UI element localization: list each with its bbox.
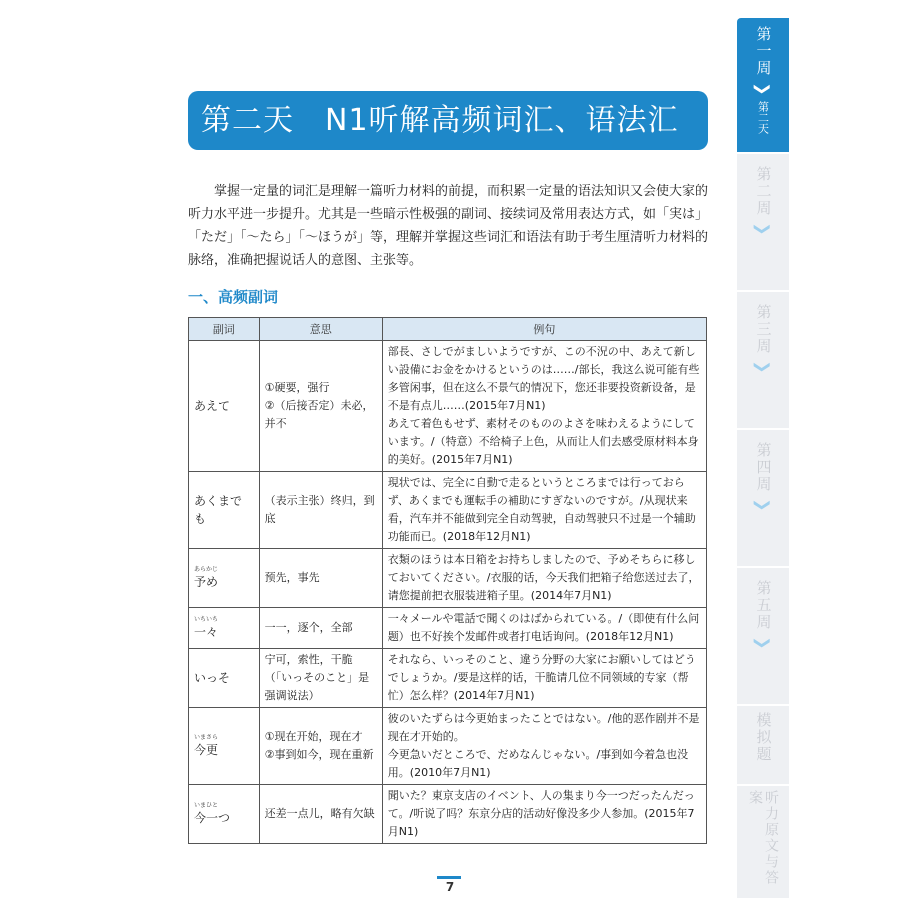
table-row	[189, 708, 707, 785]
tab-mock-exam-label: 模拟题	[754, 712, 773, 763]
chevron-down-icon: ❯	[754, 498, 773, 512]
intro-paragraph: 掌握一定量的词汇是理解一篇听力材料的前提，而积累一定量的语法知识又会使大家的听力水平进一步提升。尤其是一些暗示性极强的副词、接续词及常用表达方式，如「実は」「ただ」「～たら」「～ほうが」等，理解并掌握这些词汇和语法有助于考生厘清听力材料的脉络，准确把握说话人的意图、主张等。	[188, 184, 709, 268]
page-number-bar	[437, 876, 461, 879]
adverb-word: いっそ	[194, 671, 231, 685]
example-cell: 現状では、完全に自動で走るというところまでは行っておらず、あくまでも運転手の補助にすぎないのですが。/从现状来看，汽车并不能做到完全自动驾驶，自动驾驶只不过是一个辅助功能而已。(2018年12月N1)	[382, 472, 706, 549]
tab-week-2[interactable]	[737, 154, 789, 290]
page-number: 7	[445, 880, 455, 894]
adverb-table	[188, 317, 707, 844]
page-title: 第二天 N1听解高频词汇、语法汇总	[188, 91, 708, 150]
adverb-cell	[189, 341, 260, 472]
adverb-cell	[189, 608, 260, 649]
example-cell: 彼のいたずらは今更始まったことではない。/他的恶作剧并不是现在才开始的。 今更急いだところで、だめなんじゃない。/事到如今着急也没用。(2010年7月N1)	[382, 708, 706, 785]
chevron-down-icon: ❯	[754, 636, 773, 650]
adverb-word: 今更	[194, 742, 219, 757]
meaning-cell: ①硬要，强行 ②（后接否定）未必，并不	[259, 341, 382, 472]
tab-transcripts-answers-label: 听力原文与答案	[747, 790, 779, 886]
tab-week-2-label: 第二周	[754, 166, 773, 217]
tab-week-3[interactable]	[737, 292, 789, 428]
table-row	[189, 649, 707, 708]
chevron-down-icon: ❯	[754, 82, 773, 96]
furigana: あらかじ	[194, 565, 219, 573]
tab-week-5[interactable]	[737, 568, 789, 704]
tab-day-2-label: 第二天	[756, 101, 770, 134]
example-cell: 一々メールや電話で聞くのはばかられている。/（即使有什么问题）也不好挨个发邮件或者打电话询问。(2018年12月N1)	[382, 608, 706, 649]
table-row	[189, 549, 707, 608]
furigana: いちいち	[194, 615, 219, 623]
meaning-cell: 预先，事先	[259, 549, 382, 608]
meaning-cell: 宁可，索性，干脆（「いっそのこと」是强调说法）	[259, 649, 382, 708]
column-header-example: 例句	[382, 318, 706, 341]
tab-week-3-label: 第三周	[754, 304, 773, 355]
adverb-word: あくまでも	[194, 494, 243, 526]
tab-transcripts-answers[interactable]	[737, 786, 789, 898]
meaning-cell: 还差一点儿，略有欠缺	[259, 785, 382, 844]
table-row	[189, 472, 707, 549]
column-header-meaning: 意思	[259, 318, 382, 341]
furigana: いまさら	[194, 733, 219, 741]
furigana: いまひと	[194, 801, 219, 809]
meaning-cell: ①现在开始，现在才 ②事到如今，现在重新	[259, 708, 382, 785]
example-cell: 部長、さしでがましいようですが、この不況の中、あえて新しい設備にお金をかけるというのは……/部长，我这么说可能有些多管闲事，但在这么不景气的情况下，您还非要投资新设备，是不是有点儿……(2015年7月N1) あえて着色もせず、素材そのもののよさを味わえるようにしています。/（特意）不给椅子上色，从而让人们去感受原材料本身的美好。(2015年7月N1)	[382, 341, 706, 472]
adverb-word: 予め	[194, 574, 219, 589]
tab-week-1[interactable]	[737, 18, 789, 152]
table-row	[189, 341, 707, 472]
adverb-word: 今一つ	[194, 810, 231, 825]
table-header-row	[189, 318, 707, 341]
adverb-word: 一々	[194, 624, 219, 639]
adverb-cell	[189, 785, 260, 844]
side-tabs	[737, 18, 789, 898]
tab-mock-exam[interactable]	[737, 706, 789, 784]
adverb-cell	[189, 549, 260, 608]
meaning-cell: 一一，逐个，全部	[259, 608, 382, 649]
example-cell: 衣類のほうは本日箱をお持ちしましたので、予めそちらに移しておいてください。/衣服的话，今天我们把箱子给您送过去了，请您提前把衣服装进箱子里。(2014年7月N1)	[382, 549, 706, 608]
example-cell: 聞いた？東京支店のイベント、人の集まり今一つだったんだって。/听说了吗？东京分店的活动好像没多少人参加。(2015年7月N1)	[382, 785, 706, 844]
meaning-cell: （表示主张）终归，到底	[259, 472, 382, 549]
adverb-cell	[189, 708, 260, 785]
table-row	[189, 608, 707, 649]
adverb-cell	[189, 649, 260, 708]
example-cell: それなら、いっそのこと、違う分野の大家にお願いしてはどうでしょうか。/要是这样的话，干脆请几位不同领域的专家（帮忙）怎么样？(2014年7月N1)	[382, 649, 706, 708]
adverb-word: あえて	[194, 399, 231, 413]
chevron-down-icon: ❯	[754, 360, 773, 374]
chevron-down-icon: ❯	[754, 222, 773, 236]
tab-week-5-label: 第五周	[754, 580, 773, 631]
adverb-cell	[189, 472, 260, 549]
column-header-adverb: 副词	[189, 318, 260, 341]
table-row	[189, 785, 707, 844]
tab-week-4-label: 第四周	[754, 442, 773, 493]
tab-week-4[interactable]	[737, 430, 789, 566]
tab-week-1-label: 第一周	[754, 26, 773, 77]
section-heading: 一、高频副词	[188, 288, 279, 306]
